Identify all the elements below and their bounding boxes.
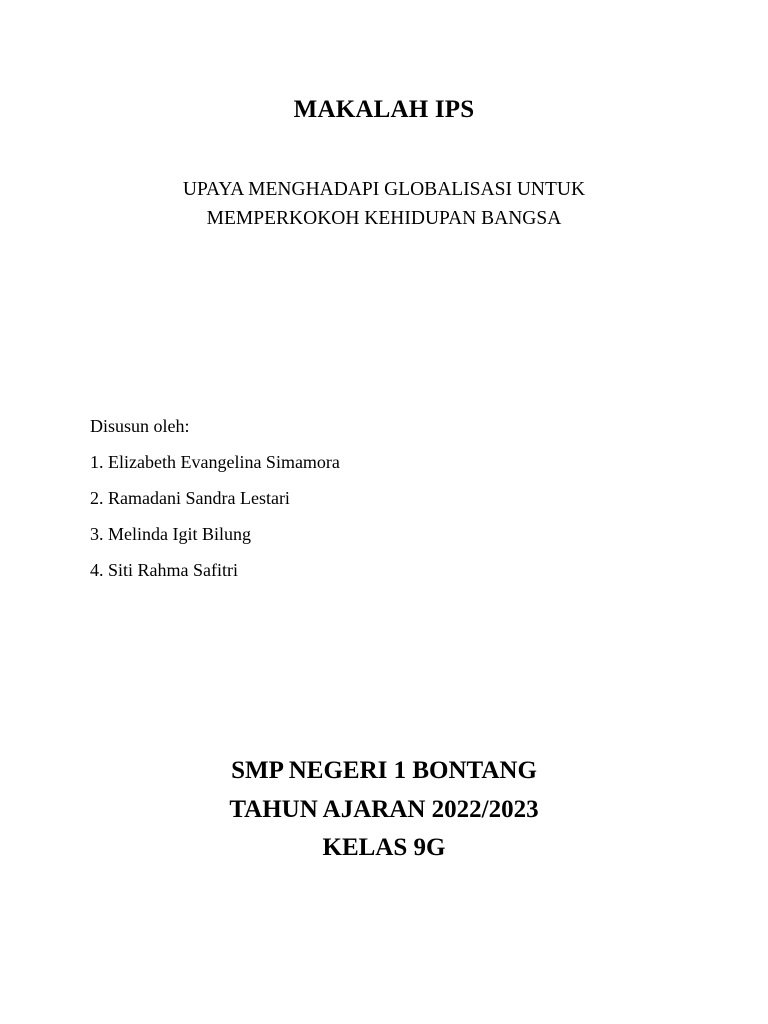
authors-section [90,408,340,588]
academic-year: TAHUN AJARAN 2022/2023 [229,795,539,823]
author-item: 4. Siti Rahma Safitri [90,560,238,580]
document-subtitle [0,175,768,233]
class-name: KELAS 9G [322,834,446,861]
subtitle-line-1: UPAYA MENGHADAPI GLOBALISASI UNTUK [182,179,586,200]
author-item: 1. Elizabeth Evangelina Simamora [90,452,340,472]
author-item: 3. Melinda Igit Bilung [90,524,251,544]
author-item: 2. Ramadani Sandra Lestari [90,488,290,508]
school-name: SMP NEGERI 1 BONTANG [231,757,537,784]
authors-heading: Disusun oleh: [90,416,190,436]
document-title: MAKALAH IPS [293,96,475,123]
subtitle-line-2: MEMPERKOKOH KEHIDUPAN BANGSA [206,208,562,229]
footer-info [0,752,768,868]
